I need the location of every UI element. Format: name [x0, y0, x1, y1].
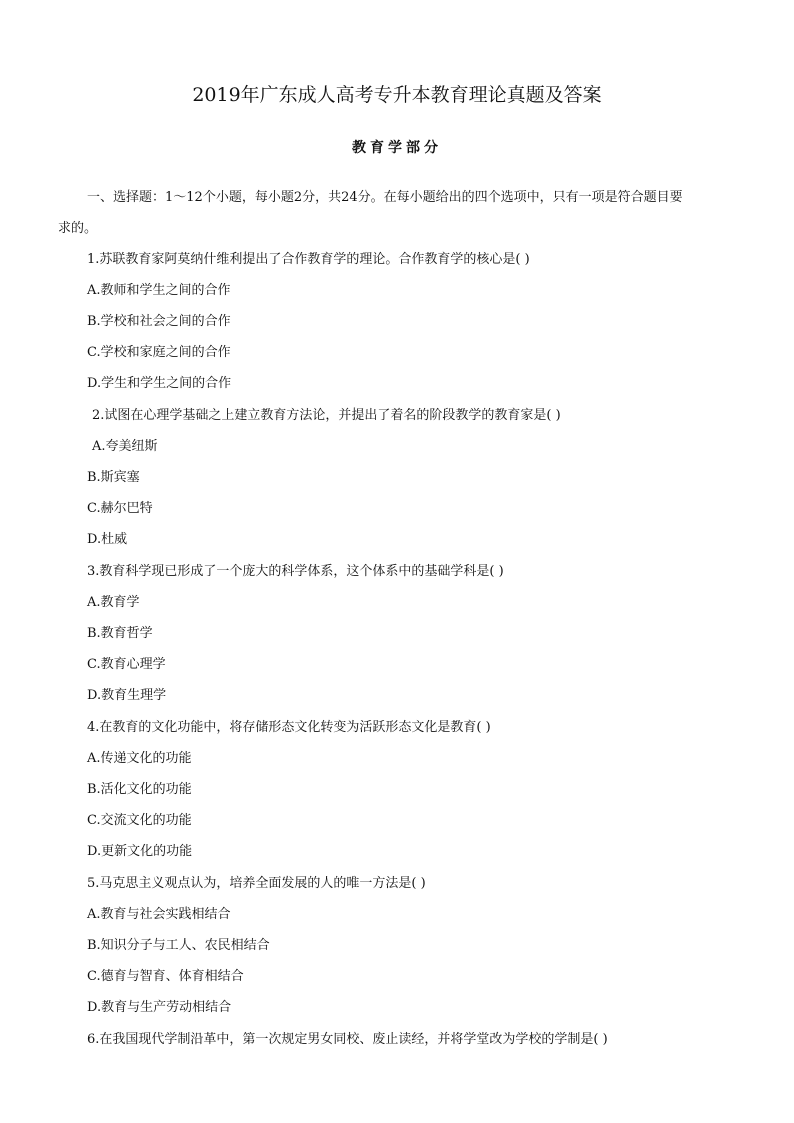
answer-option: A.教师和学生之间的合作 — [87, 283, 231, 298]
answer-option: D.杜威 — [87, 532, 128, 547]
answer-option: D.更新文化的功能 — [87, 844, 193, 859]
document-title: 2019年广东成人高考专升本教育理论真题及答案 — [192, 84, 602, 106]
answer-option: D.学生和学生之间的合作 — [87, 376, 232, 391]
answer-option: D.教育与生产劳动相结合 — [87, 1000, 232, 1015]
answer-option: C.学校和家庭之间的合作 — [87, 345, 231, 360]
instructions-line-2: 求的。 — [58, 221, 98, 236]
question-stem: 5.马克思主义观点认为，培养全面发展的人的唯一方法是( ) — [87, 876, 426, 891]
answer-option: A.教育与社会实践相结合 — [87, 907, 231, 922]
section-heading: 教育学部分 — [352, 140, 442, 156]
question-stem: 6.在我国现代学制沿革中，第一次规定男女同校、废止读经，并将学堂改为学校的学制是( ) — [87, 1032, 608, 1047]
answer-option: B.教育哲学 — [87, 626, 153, 641]
answer-option: A.教育学 — [87, 595, 140, 610]
question-stem: 1.苏联教育家阿莫纳什维利提出了合作教育学的理论。合作教育学的核心是( ) — [87, 252, 530, 267]
answer-option: B.学校和社会之间的合作 — [87, 314, 231, 329]
answer-option: B.知识分子与工人、农民相结合 — [87, 938, 270, 953]
answer-option: C.赫尔巴特 — [87, 501, 153, 516]
answer-option: A.传递文化的功能 — [87, 751, 192, 766]
answer-option: B.活化文化的功能 — [87, 782, 192, 797]
question-stem: 3.教育科学现已形成了一个庞大的科学体系，这个体系中的基础学科是( ) — [87, 564, 504, 579]
answer-option: C.德育与智育、体育相结合 — [87, 969, 244, 984]
answer-option: C.教育心理学 — [87, 657, 166, 672]
answer-option: B.斯宾塞 — [87, 470, 140, 485]
instructions-line-1: 一、选择题：1～12个小题，每小题2分，共24分。在每小题给出的四个选项中，只有一项是符合题目要 — [87, 190, 683, 205]
question-stem: 2.试图在心理学基础之上建立教育方法论，并提出了着名的阶段教学的教育家是( ) — [92, 408, 561, 423]
answer-option: C.交流文化的功能 — [87, 813, 192, 828]
answer-option: D.教育生理学 — [87, 688, 167, 703]
answer-option: A.夸美纽斯 — [92, 439, 158, 454]
question-stem: 4.在教育的文化功能中，将存储形态文化转变为活跃形态文化是教育( ) — [87, 720, 491, 735]
